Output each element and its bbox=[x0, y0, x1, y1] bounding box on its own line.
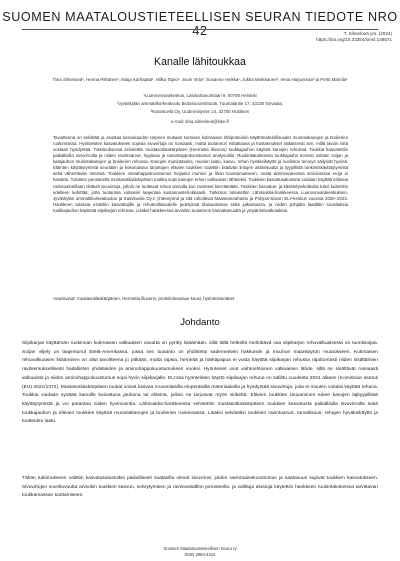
header-divider bbox=[22, 29, 378, 30]
author-email[interactable]: e-mail: tiina.silmeloea@luke.fi bbox=[170, 119, 230, 124]
article-title: Kanalle lähitoukkaa bbox=[154, 56, 246, 68]
affiliation-3: ³Kasvituvila Oy, Uudenniityntie 14, 32700 Huittinen bbox=[150, 109, 250, 114]
footer-publisher: Suomen Maataloustieteellinen Seura ry bbox=[163, 546, 237, 551]
citation: T. Silmeloeä ym. (2024) bbox=[343, 31, 392, 36]
intro-paragraph-1: Siipikarjan käyttämän ruokinnan kotimaisen valkuaisen osuutta on pyritty lisäämään, sillä tällä hetkellä merkittävä osa siipikarjan rehuvalkuaisesta on tuontisoijaa. Soijan viljely on laajentunut Etelä-Amerikassa, jossa sen tuotanto on yhdistetty sademetsien hakkuisiin ja muuhun maankäytön muutokseen. Kotimaisen rehuvalkuaisen lisääminen on ollut tavoitteena jo pitkään, mutta rapsia, herneitä ja härkäpapua ei voida käyttää siipikarjan rehussa rajattomasti niiden sisältämien ravitsemuksellisesti haitallisten yhdisteiden ja aminohappokoostumuksen vuoksi. Hyönteiset ovat vaihtoehtoinen valkuaisen lähde, sillä ne sisältävät runsaasti valkuaista ja niiden aminohappokoostumus sopii hyvin siipikarjalle. EU:ssa hyönteisten käyttö siipikarjan rehuna on sallittu vuodesta 2021 alkaen (Komission asetus (EU) 2021/1372). Mustasotilaskärpäsen toukat voivat kasvaa monenlaisilla eloperäisillä materiaaleilla ja hyödyntää sivuvirtoja, joita ei muuten voitaisi käyttää rehuna. Toukkia voidaan syöttää kanoille kuivattuna jauhona tai elävinä, jolloin ne tarjoavat myös virikettä. Elävien toukkien tarjoaminen tukee kanojen lajityypillistä käyttäytymistä ja voi parantaa niiden hyvinvointia. Lähitoukka-hankkeessa selvitettiin mustasotilaskärpäsen toukkien kasvatusta paikallisilla sivuvirroilla sekä toukkajauhon ja elävien toukkien käyttöä munintakanojen ja broilerien ruokinnassa. Lisäksi selvitettiin toukkien ravintoarvot, turvallisuus, rehujen hyväksikäyttö ja tuotteiden laatu. bbox=[22, 341, 378, 425]
keywords-values: mustasotilaskärpänen, Hermetia illucens, proteiininvaraus kuusi, hyönteistuotteet bbox=[77, 296, 235, 301]
intro-paragraph-2: Tähän tutkimukseen valittiin kasvatusalustoiksi paikallisesti saatavilla olevat sivuvirrat, joiden ravintoainekoostumus ja saatavuus sopivat toukkien kasvatukseen. Sivuvirtojen soveltuvuutta arvioitiin toukkien kasvun, selviytymisen ja ravintosisällön perusteella, ja valittuja alustoja käytettiin hankkeen ruokintakokeissa tarvittavan toukkamassan tuottamiseen. bbox=[22, 476, 378, 499]
author-list: Tiina Silmeloeä¹, Henna Pitkänen¹, Maija Karhapää¹, Milka Tapio¹, Jouni Virta¹, Susanne Heikka¹, Jukka Markkanen², Vesa Harjunmaa³ ja Pertti Marnila¹ bbox=[52, 77, 348, 82]
footer-issn: ISSN 2984-4312 bbox=[184, 552, 216, 557]
keywords bbox=[53, 296, 348, 301]
journal-title: SUOMEN MAATALOUSTIETEELLISEN SEURAN TIEDOTE NRO 42 bbox=[2, 10, 398, 38]
abstract-text: Tavoitteena on selvittää ja osoittaa kasvukauden tarpeen mukaan toimivan kotimaisen lähiproteiinin käyttömahdollisuudet munintakanojen ja broilerien ruokinnassa. Hyönteisten kasvatukseen sopivia sivuvirtoja on runsaasti, mutta tuotannon mittakaava ja kustannukset ratkaisevat sen, millä tavoin niitä voidaan hyödyntää. Tutkimuksessa selvitettiin mustasotilaskärpäsen (Hermetia illucens) toukkajauhon käyttöä kanojen rehuissa. Toukkia kasvatettiin paikallisilla sivuvirroilla ja niiden ravintoarvot, hygienia ja rasvahappokoostumus analysoitiin. Ruokintakokeessa toukkajauho korvasi osittain soijan ja kalajauhon munintakanojen ja broilerien rehussa. Kanojen munintatulos, munien laatu, kasvu, rehun hyväksikäyttö ja suoliston terveys säilyivät hyvinä. Eläinten käyttäytymistä seurattiin ja kokonaisina tarjottujen elävien toukkien todettiin lisäävän lintujen aktiivisuutta ja tyypillistä tonkimiskäyttäytymistä sekä vähentävän stressiä. Toukkien rasvahappokoostumus heijastui munien ja lihan koostumukseen, mutta aistinvaraisessa arvioinnissa eroja ei havaittu. Tulosten perusteella mustasotilaskärpäsen toukka sopii kanojen rehun valkuaisen lähteeksi. Toukkien kasvatusalustana voidaan käyttää erilaisia ravintoaineiltaan riittäviä sivuvirtoja, jolloin ne tuottavat rehua samalla kun ravinteet kierrätetään. Toukkien kasvatus- ja käsittelytekniikoita tulee kuitenkin edelleen kehittää, jotta tuotantoa voitaisiin laajentaa kustannustehokkaasti. Tutkimus toteutettiin Lähitoukka-hankkeessa Luonnonvarakeskuksen, Jyväskylän ammattikorkeakoulun ja Kasvituvila Oy:n yhteistyönä ja sitä rahoittivat Maaseuturahasto ja Pohjois-Savon ELY-keskus vuosina 2020–2023. Hankkeen tuloksia esiteltiin kasvattajille ja rehuteollisuudelle pidetyissä tilaisuuksissa sekä julkaisuissa, ja niiden pohjalta laadittiin suosituksia toukkajauhon käytöstä siipikarjan rehussa. Lisäksi hankkeessa arvioitiin tuotannon kannattavuutta ja ympäristövaikutuksia. bbox=[53, 135, 348, 213]
keywords-label: Avainsanat: bbox=[53, 296, 76, 301]
section-heading: Johdanto bbox=[180, 317, 220, 328]
doi-link[interactable]: https://doi.org/10.33354/smst.148671 bbox=[316, 37, 392, 42]
affiliation-2: ²Jyväskylän ammattikorkeakoulu Biotalousinstituutti, Tuumalantie 17, 43130 Tarvaala, bbox=[116, 101, 284, 106]
affiliation-1: ¹Luonnonvarakeskus, Latokartanonkaari 9, 00790 Helsinki bbox=[143, 93, 257, 98]
